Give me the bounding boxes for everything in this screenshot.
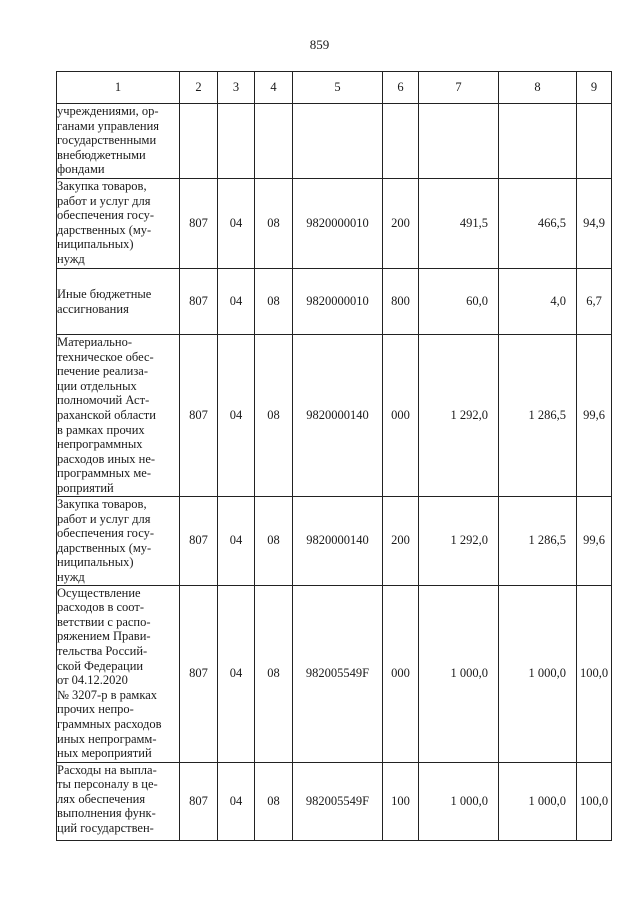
planned-amount-cell: 1 000,0	[419, 585, 499, 762]
section-cell: 04	[218, 179, 255, 269]
column-header: 7	[419, 72, 499, 104]
column-header: 8	[499, 72, 577, 104]
percent-cell: 100,0	[577, 762, 612, 840]
planned-amount-cell: 491,5	[419, 179, 499, 269]
subsection-cell	[255, 104, 293, 179]
expense-type-cell: 000	[383, 335, 419, 497]
percent-cell: 6,7	[577, 269, 612, 335]
target-article-cell: 982005549F	[293, 585, 383, 762]
planned-amount-cell: 1 292,0	[419, 335, 499, 497]
actual-amount-cell: 1 000,0	[499, 762, 577, 840]
planned-amount-cell	[419, 104, 499, 179]
section-cell	[218, 104, 255, 179]
subsection-cell: 08	[255, 179, 293, 269]
expense-type-cell: 200	[383, 497, 419, 586]
actual-amount-cell: 466,5	[499, 179, 577, 269]
code-cell	[180, 104, 218, 179]
planned-amount-cell: 1 292,0	[419, 497, 499, 586]
column-header: 4	[255, 72, 293, 104]
target-article-cell	[293, 104, 383, 179]
percent-cell: 99,6	[577, 335, 612, 497]
table-row	[57, 335, 612, 497]
table-row	[57, 104, 612, 179]
row-name-cell: Закупка товаров, работ и услуг для обеспечения госу- дарственных (му- ниципальных) нужд	[57, 497, 180, 586]
table-row	[57, 269, 612, 335]
table-row	[57, 762, 612, 840]
section-cell: 04	[218, 335, 255, 497]
column-header: 3	[218, 72, 255, 104]
section-cell: 04	[218, 585, 255, 762]
budget-table	[56, 71, 612, 841]
actual-amount-cell: 1 286,5	[499, 497, 577, 586]
code-cell: 807	[180, 762, 218, 840]
expense-type-cell	[383, 104, 419, 179]
target-article-cell: 9820000010	[293, 179, 383, 269]
subsection-cell: 08	[255, 335, 293, 497]
row-name-cell: Иные бюджетные ассигнования	[57, 269, 180, 335]
expense-type-cell: 200	[383, 179, 419, 269]
code-cell: 807	[180, 269, 218, 335]
actual-amount-cell	[499, 104, 577, 179]
table-row	[57, 179, 612, 269]
subsection-cell: 08	[255, 762, 293, 840]
column-header: 9	[577, 72, 612, 104]
subsection-cell: 08	[255, 585, 293, 762]
subsection-cell: 08	[255, 269, 293, 335]
actual-amount-cell: 4,0	[499, 269, 577, 335]
percent-cell	[577, 104, 612, 179]
subsection-cell: 08	[255, 497, 293, 586]
target-article-cell: 982005549F	[293, 762, 383, 840]
row-name-cell: учреждениями, ор- ганами управления государственными внебюджетными фондами	[57, 104, 180, 179]
code-cell: 807	[180, 179, 218, 269]
expense-type-cell: 800	[383, 269, 419, 335]
column-header: 2	[180, 72, 218, 104]
header-row	[57, 72, 612, 104]
actual-amount-cell: 1 000,0	[499, 585, 577, 762]
target-article-cell: 9820000010	[293, 269, 383, 335]
planned-amount-cell: 1 000,0	[419, 762, 499, 840]
row-name-cell: Закупка товаров, работ и услуг для обеспечения госу- дарственных (му- ниципальных) нужд	[57, 179, 180, 269]
code-cell: 807	[180, 497, 218, 586]
target-article-cell: 9820000140	[293, 497, 383, 586]
section-cell: 04	[218, 762, 255, 840]
column-header: 6	[383, 72, 419, 104]
row-name-cell: Осуществление расходов в соот- ветствии с распо- ряжением Прави- тельства Россий- ской Федерации от 04.12.2020 № 3207-р в рамках прочих непро- граммных расходов иных непрограмм- ных мероприятий	[57, 585, 180, 762]
table-row	[57, 497, 612, 586]
section-cell: 04	[218, 497, 255, 586]
page-number: 859	[309, 37, 330, 52]
actual-amount-cell: 1 286,5	[499, 335, 577, 497]
code-cell: 807	[180, 335, 218, 497]
percent-cell: 94,9	[577, 179, 612, 269]
code-cell: 807	[180, 585, 218, 762]
column-header: 5	[293, 72, 383, 104]
row-name-cell: Материально- техническое обес- печение реализа- ции отдельных полномочий Аст- раханской области в рамках прочих непрограммных расходов иных не- программных ме- роприятий	[57, 335, 180, 497]
expense-type-cell: 000	[383, 585, 419, 762]
table-row	[57, 585, 612, 762]
row-name-cell: Расходы на выпла- ты персоналу в це- лях обеспечения выполнения функ- ций государствен-	[57, 762, 180, 840]
percent-cell: 100,0	[577, 585, 612, 762]
percent-cell: 99,6	[577, 497, 612, 586]
expense-type-cell: 100	[383, 762, 419, 840]
target-article-cell: 9820000140	[293, 335, 383, 497]
planned-amount-cell: 60,0	[419, 269, 499, 335]
column-header: 1	[57, 72, 180, 104]
section-cell: 04	[218, 269, 255, 335]
